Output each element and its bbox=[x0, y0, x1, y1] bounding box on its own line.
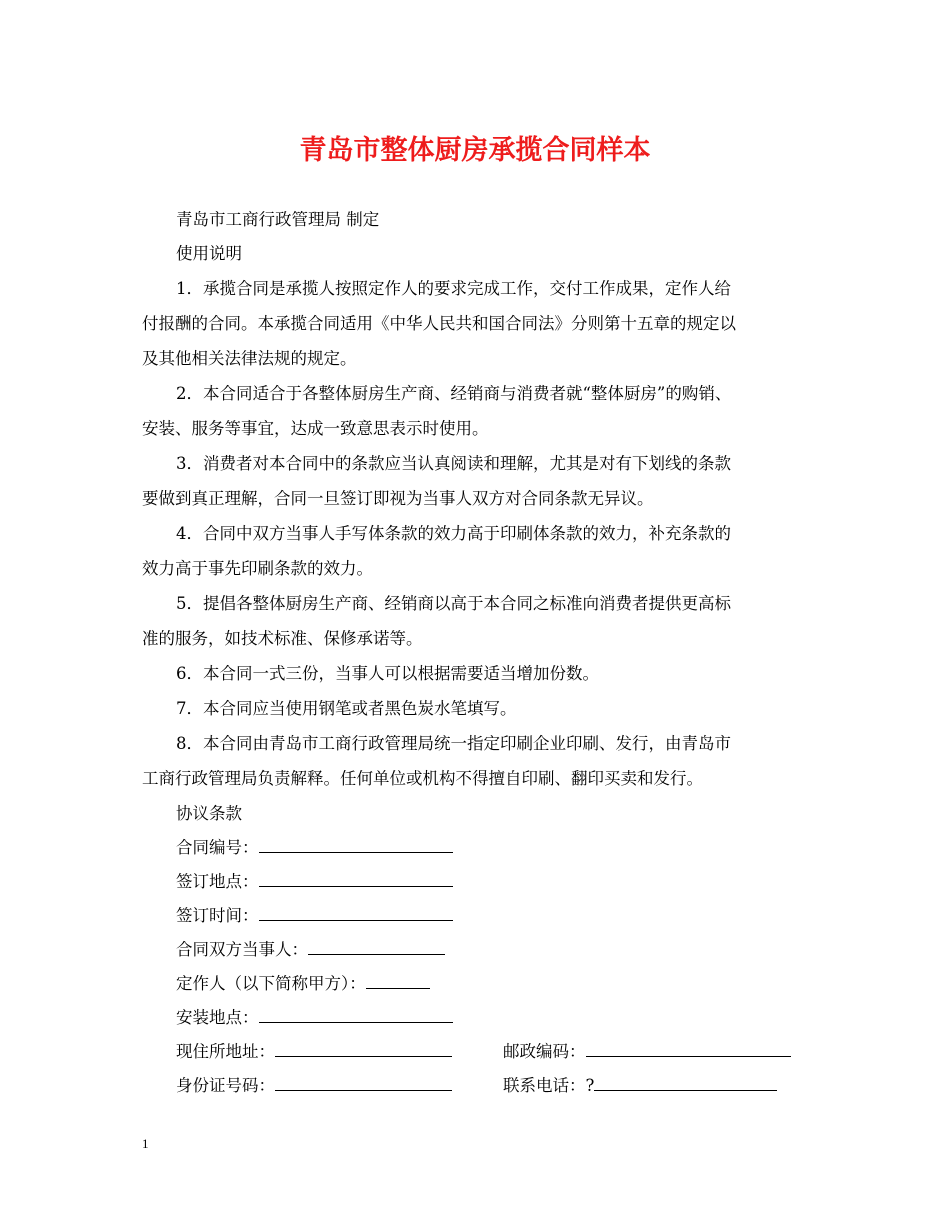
install-place-field bbox=[176, 1006, 453, 1029]
paragraph-4-line-1: 4．合同中双方当事人手写体条款的效力高于印刷体条款的效力，补充条款的 bbox=[176, 524, 731, 543]
address-blank[interactable] bbox=[275, 1040, 452, 1057]
phone-label: 联系电话：? bbox=[503, 1076, 595, 1095]
paragraph-5-line-2: 准的服务，如技术标准、保修承诺等。 bbox=[142, 629, 423, 648]
paragraph-1-line-3: 及其他相关法律法规的规定。 bbox=[142, 349, 357, 368]
phone-field bbox=[503, 1074, 777, 1097]
page-number: 1 bbox=[142, 1136, 149, 1151]
paragraph-1-line-2: 付报酬的合同。本承揽合同适用《中华人民共和国合同法》分则第十五章的规定以 bbox=[142, 314, 736, 333]
party-a-blank[interactable] bbox=[366, 972, 430, 989]
sign-place-label: 签订地点： bbox=[176, 872, 259, 891]
parties-field bbox=[176, 938, 445, 961]
parties-label: 合同双方当事人： bbox=[176, 940, 308, 959]
postcode-blank[interactable] bbox=[586, 1040, 791, 1057]
document-title: 青岛市整体厨房承揽合同样本 bbox=[299, 135, 651, 166]
sign-place-blank[interactable] bbox=[259, 870, 453, 887]
paragraph-5-line-1: 5．提倡各整体厨房生产商、经销商以高于本合同之标准向消费者提供更高标 bbox=[176, 594, 731, 613]
paragraph-7-line-1: 7．本合同应当使用钢笔或者黑色炭水笔填写。 bbox=[176, 699, 517, 718]
id-number-label: 身份证号码： bbox=[176, 1076, 275, 1095]
party-a-label: 定作人（以下简称甲方）： bbox=[176, 974, 366, 993]
paragraph-2-line-2: 安装、服务等事宜，达成一致意思表示时使用。 bbox=[142, 419, 489, 438]
phone-blank[interactable] bbox=[594, 1074, 777, 1091]
paragraph-6-line-1: 6．本合同一式三份，当事人可以根据需要适当增加份数。 bbox=[176, 664, 599, 683]
paragraph-8-line-1: 8．本合同由青岛市工商行政管理局统一指定印刷企业印刷、发行，由青岛市 bbox=[176, 734, 731, 753]
id-number-field bbox=[176, 1074, 452, 1097]
party-a-field bbox=[176, 972, 430, 995]
contract-no-label: 合同编号： bbox=[176, 838, 259, 857]
paragraph-3-line-1: 3．消费者对本合同中的条款应当认真阅读和理解，尤其是对有下划线的条款 bbox=[176, 454, 731, 473]
install-place-blank[interactable] bbox=[259, 1006, 453, 1023]
paragraph-8-line-2: 工商行政管理局负责解释。任何单位或机构不得擅自印刷、翻印买卖和发行。 bbox=[142, 769, 703, 788]
parties-blank[interactable] bbox=[308, 938, 445, 955]
usage-heading: 使用说明 bbox=[176, 244, 242, 263]
sign-place-field bbox=[176, 870, 453, 893]
paragraph-4-line-2: 效力高于事先印刷条款的效力。 bbox=[142, 559, 373, 578]
contract-no-blank[interactable] bbox=[259, 836, 453, 853]
postcode-label: 邮政编码： bbox=[503, 1042, 586, 1061]
id-number-blank[interactable] bbox=[275, 1074, 452, 1091]
issuer-line: 青岛市工商行政管理局 制定 bbox=[176, 210, 380, 229]
address-field bbox=[176, 1040, 452, 1063]
sign-time-blank[interactable] bbox=[259, 904, 453, 921]
contract-no-field bbox=[176, 836, 453, 859]
paragraph-2-line-1: 2．本合同适合于各整体厨房生产商、经销商与消费者就“整体厨房”的购销、 bbox=[176, 384, 732, 403]
address-label: 现住所地址： bbox=[176, 1042, 275, 1061]
postcode-field bbox=[503, 1040, 791, 1063]
sign-time-field bbox=[176, 904, 453, 927]
install-place-label: 安装地点： bbox=[176, 1008, 259, 1027]
sign-time-label: 签订时间： bbox=[176, 906, 259, 925]
agreement-heading: 协议条款 bbox=[176, 804, 242, 823]
paragraph-3-line-2: 要做到真正理解，合同一旦签订即视为当事人双方对合同条款无异议。 bbox=[142, 489, 654, 508]
paragraph-1-line-1: 1．承揽合同是承揽人按照定作人的要求完成工作，交付工作成果，定作人给 bbox=[176, 279, 731, 298]
